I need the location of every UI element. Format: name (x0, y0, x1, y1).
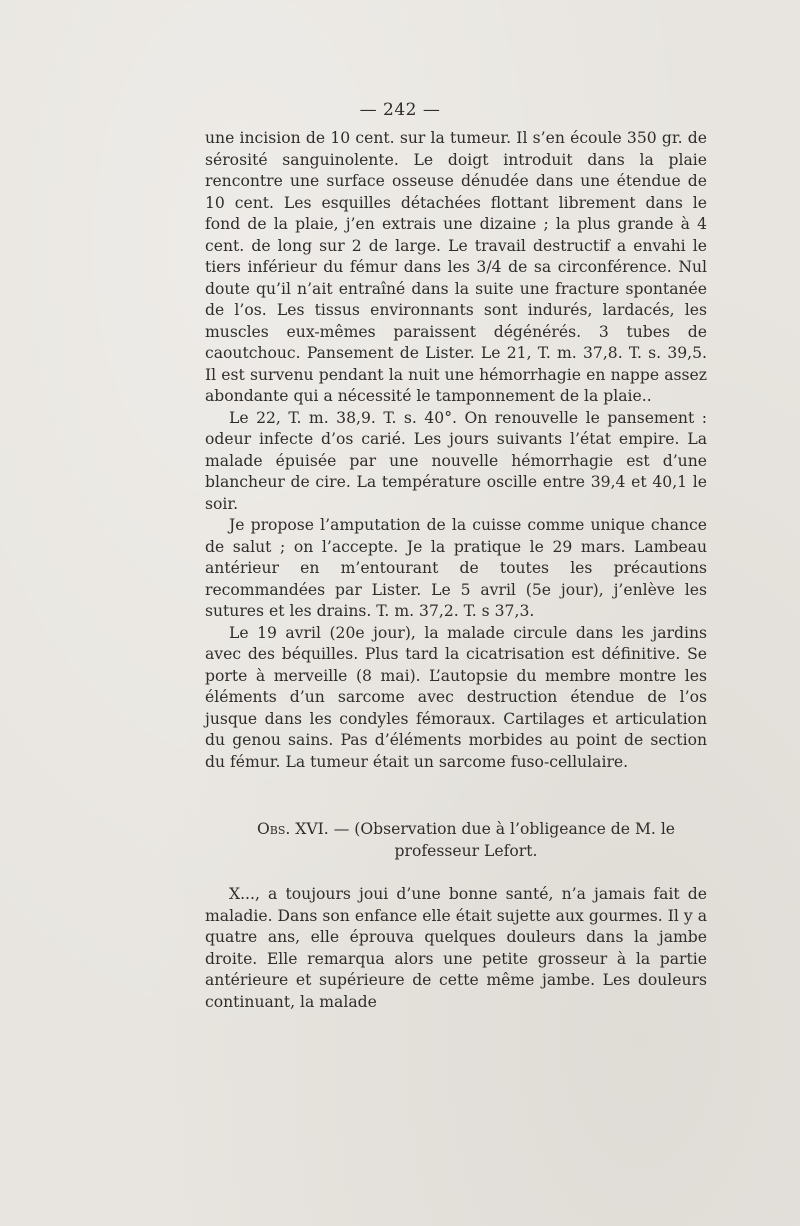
observation-title-line-1: — (Observation due à l’obligeance de M. le (333, 820, 676, 838)
paragraph-4: Le 19 avril (20e jour), la malade circule dans les jardins avec des béquilles. Plus tard la cicatrisation est définitive. Se porte à merveille (8 mai). L’autopsie du membre montre les éléments d’un sarcome avec destruction étendue de l’os jusque dans les condyles fémoraux. Cartilages et articulation du genou sains. Pas d’éléments morbides au point de section du fémur. La tumeur était un sarcome fuso-cellulaire. (205, 623, 707, 771)
paragraph-3: Je propose l’amputation de la cuisse comme unique chance de salut ; on l’accepte. Je la pratique le 29 mars. Lambeau antérieur en m’entourant de toutes les précautions recommandées par Lister. Le 5 avril (5e jour), j’enlève les sutures et les drains. T. m. 37,2. T. s 37,3. (205, 516, 707, 620)
page-number: — 242 — (359, 100, 441, 120)
paragraph-1: une incision de 10 cent. sur la tumeur. Il s’en écoule 350 gr. de sérosité sanguinolente. Le doigt introduit dans la plaie rencontre une surface osseuse dénudée dans une étendue de 10 cent. Les esquilles détachées flottant librement dans le fond de la plaie, j’en extrais une dizaine ; la plus grande à 4 cent. de long sur 2 de large. Le travail destructif a envahi le tiers inférieur du fémur dans les 3/4 de sa circonférence. Nul doute qu’il n’ait entraîné dans la suite une fracture spontanée de l’os. Les tissus environnants sont indurés, lardacés, les muscles eux-mêmes paraissent dégénérés. 3 tubes de caoutchouc. Pansement de Lister. Le 21, T. m. 37,8. T. s. 39,5. Il est survenu pendant la nuit une hémorrhagie en nappe assez abondante qui a nécessité le tamponnement de la plaie.. (205, 129, 707, 405)
paragraph-5: X..., a toujours joui d’une bonne santé, n’a jamais fait de maladie. Dans son enfance elle était sujette aux gourmes. Il y a quatre ans, elle éprouva quelques douleurs dans la jambe droite. Elle remarqua alors une petite grosseur à la partie antérieure et supérieure de cette même jambe. Les douleurs continuant, la malade (205, 885, 707, 1011)
observation-title-line-2: professeur Lefort. (394, 841, 538, 860)
observation-label: Obs. XVI. (256, 820, 329, 838)
page-body (205, 128, 707, 1013)
observation-heading (205, 819, 707, 862)
paragraph-2: Le 22, T. m. 38,9. T. s. 40°. On renouvelle le pansement : odeur infecte d’os carié. Les jours suivants l’état empire. La malade épuisée par une nouvelle hémorrhagie est d’une blancheur de cire. La température oscille entre 39,4 et 40,1 le soir. (205, 408, 707, 513)
observation-heading-line-1 (225, 819, 707, 841)
